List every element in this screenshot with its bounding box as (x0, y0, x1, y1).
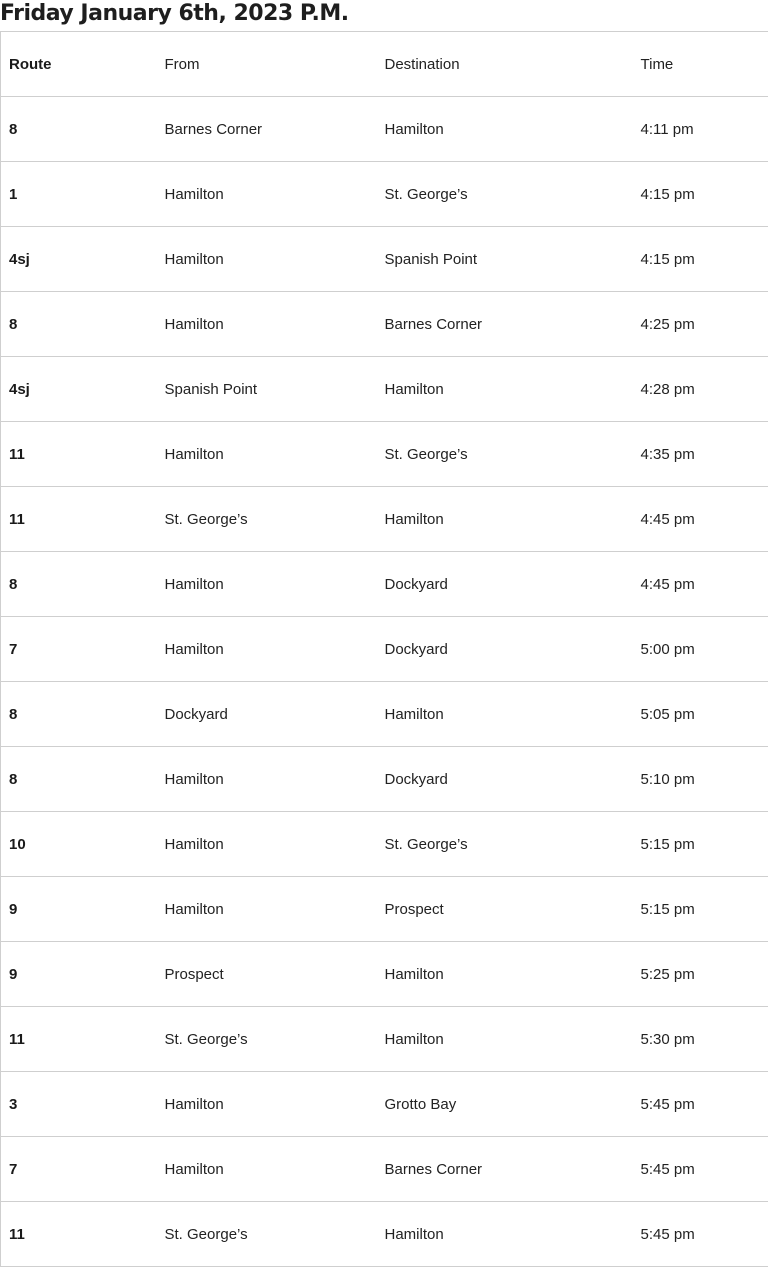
route-cell: 9 (1, 942, 157, 1007)
time-cell: 4:35 pm (633, 422, 768, 487)
destination-cell: Hamilton (377, 682, 633, 747)
time-cell: 5:15 pm (633, 812, 768, 877)
destination-cell: Hamilton (377, 942, 633, 1007)
destination-cell: Hamilton (377, 487, 633, 552)
table-row (1, 1202, 768, 1267)
table-row (1, 747, 768, 812)
destination-cell: St. George’s (377, 812, 633, 877)
from-cell: Hamilton (157, 877, 377, 942)
route-cell: 8 (1, 292, 157, 357)
time-cell: 5:10 pm (633, 747, 768, 812)
time-cell: 4:15 pm (633, 227, 768, 292)
route-cell: 11 (1, 487, 157, 552)
route-cell: 11 (1, 1007, 157, 1072)
from-cell: Hamilton (157, 422, 377, 487)
destination-cell: Grotto Bay (377, 1072, 633, 1137)
table-row (1, 97, 768, 162)
page-title: Friday January 6th, 2023 P.M. (0, 1, 349, 26)
from-cell: Barnes Corner (157, 97, 377, 162)
time-cell: 5:25 pm (633, 942, 768, 1007)
time-cell: 4:15 pm (633, 162, 768, 227)
from-cell: St. George’s (157, 1202, 377, 1267)
table-row (1, 877, 768, 942)
table-row (1, 1007, 768, 1072)
from-cell: Hamilton (157, 617, 377, 682)
route-cell: 4sj (1, 357, 157, 422)
column-header-destination: Destination (377, 32, 633, 97)
column-header-time: Time (633, 32, 768, 97)
time-cell: 4:45 pm (633, 552, 768, 617)
destination-cell: Prospect (377, 877, 633, 942)
route-cell: 8 (1, 747, 157, 812)
time-cell: 4:11 pm (633, 97, 768, 162)
table-row (1, 227, 768, 292)
from-cell: Hamilton (157, 812, 377, 877)
destination-cell: Spanish Point (377, 227, 633, 292)
route-cell: 10 (1, 812, 157, 877)
destination-cell: Dockyard (377, 552, 633, 617)
table-row (1, 422, 768, 487)
time-cell: 4:45 pm (633, 487, 768, 552)
destination-cell: St. George’s (377, 422, 633, 487)
route-cell: 11 (1, 1202, 157, 1267)
route-cell: 8 (1, 552, 157, 617)
route-cell: 3 (1, 1072, 157, 1137)
from-cell: Hamilton (157, 227, 377, 292)
time-cell: 5:00 pm (633, 617, 768, 682)
table-row (1, 552, 768, 617)
time-cell: 4:28 pm (633, 357, 768, 422)
destination-cell: St. George’s (377, 162, 633, 227)
route-cell: 1 (1, 162, 157, 227)
table-row (1, 1137, 768, 1202)
table-row (1, 942, 768, 1007)
table-row (1, 682, 768, 747)
from-cell: Hamilton (157, 292, 377, 357)
route-cell: 7 (1, 617, 157, 682)
table-row (1, 292, 768, 357)
time-cell: 5:45 pm (633, 1202, 768, 1267)
from-cell: Hamilton (157, 1072, 377, 1137)
table-header (1, 32, 768, 97)
destination-cell: Hamilton (377, 357, 633, 422)
destination-cell: Dockyard (377, 747, 633, 812)
destination-cell: Hamilton (377, 1007, 633, 1072)
time-cell: 5:30 pm (633, 1007, 768, 1072)
table-row (1, 617, 768, 682)
destination-cell: Barnes Corner (377, 1137, 633, 1202)
route-cell: 9 (1, 877, 157, 942)
time-cell: 4:25 pm (633, 292, 768, 357)
from-cell: St. George’s (157, 487, 377, 552)
table-row (1, 812, 768, 877)
from-cell: Dockyard (157, 682, 377, 747)
column-header-from: From (157, 32, 377, 97)
destination-cell: Hamilton (377, 1202, 633, 1267)
destination-cell: Hamilton (377, 97, 633, 162)
table-row (1, 162, 768, 227)
table-row (1, 1072, 768, 1137)
route-cell: 4sj (1, 227, 157, 292)
destination-cell: Barnes Corner (377, 292, 633, 357)
time-cell: 5:05 pm (633, 682, 768, 747)
from-cell: Hamilton (157, 747, 377, 812)
from-cell: Prospect (157, 942, 377, 1007)
bus-schedule-table (0, 31, 768, 1267)
route-cell: 8 (1, 682, 157, 747)
table-body (1, 97, 768, 1267)
table-row (1, 487, 768, 552)
time-cell: 5:45 pm (633, 1137, 768, 1202)
destination-cell: Dockyard (377, 617, 633, 682)
from-cell: Hamilton (157, 1137, 377, 1202)
from-cell: St. George’s (157, 1007, 377, 1072)
route-cell: 7 (1, 1137, 157, 1202)
table-row (1, 357, 768, 422)
route-cell: 8 (1, 97, 157, 162)
column-header-route: Route (1, 32, 157, 97)
from-cell: Hamilton (157, 552, 377, 617)
time-cell: 5:45 pm (633, 1072, 768, 1137)
time-cell: 5:15 pm (633, 877, 768, 942)
route-cell: 11 (1, 422, 157, 487)
from-cell: Hamilton (157, 162, 377, 227)
header-row (1, 32, 768, 97)
from-cell: Spanish Point (157, 357, 377, 422)
